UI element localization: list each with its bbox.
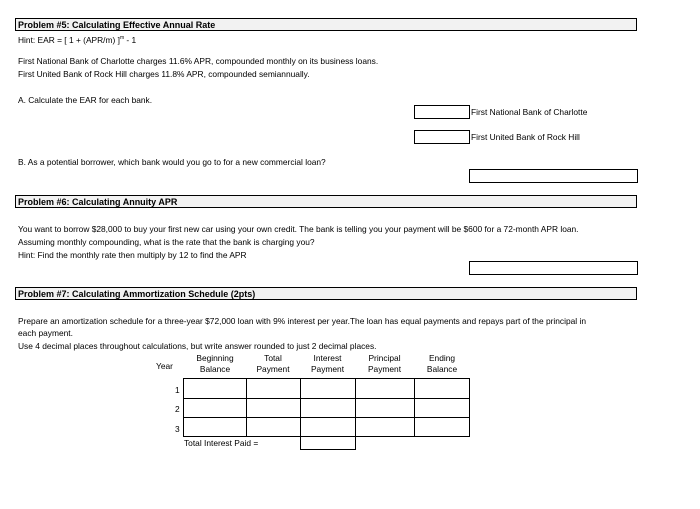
y3-beginning-balance-cell[interactable]: [183, 417, 247, 437]
y3-principal-payment-cell[interactable]: [355, 417, 415, 437]
hint-text: Hint: EAR = [ 1 + (APR/m) ]: [18, 35, 120, 45]
header-top: Principal: [368, 353, 401, 363]
problem-5-question-b: B. As a potential borrower, which bank would you go to for a new commercial loan?: [18, 157, 326, 167]
ear-bank1-answer-field[interactable]: [414, 105, 470, 119]
header-bottom: Payment: [256, 364, 290, 374]
header-top: Ending: [428, 353, 456, 363]
total-interest-label: Total Interest Paid =: [184, 438, 259, 448]
y3-ending-balance-cell[interactable]: [414, 417, 470, 437]
y1-beginning-balance-cell[interactable]: [183, 378, 247, 399]
apr-answer-field[interactable]: [469, 261, 638, 275]
y2-interest-payment-cell[interactable]: [300, 398, 356, 418]
ear-bank2-answer-field[interactable]: [414, 130, 470, 144]
problem-5-hint: [18, 35, 136, 45]
header-interest-payment: [300, 353, 355, 375]
problem-5-question-a: A. Calculate the EAR for each bank.: [18, 95, 153, 105]
bank-choice-answer-field[interactable]: [469, 169, 638, 183]
problem-5-title: Problem #5: Calculating Effective Annual Rate: [15, 18, 637, 31]
year-3-label: 3: [175, 424, 180, 434]
y3-total-payment-cell[interactable]: [246, 417, 301, 437]
problem-6-line-2: Assuming monthly compounding, what is the rate that the bank is charging you?: [18, 237, 315, 247]
problem-5-line-1: First National Bank of Charlotte charges 11.6% APR, compounded monthly on its business loans.: [18, 56, 379, 66]
header-principal-payment: [355, 353, 414, 375]
problem-6-hint: Hint: Find the monthly rate then multiply by 12 to find the APR: [18, 250, 247, 260]
y1-interest-payment-cell[interactable]: [300, 378, 356, 399]
y2-total-payment-cell[interactable]: [246, 398, 301, 418]
header-total-payment: [246, 353, 300, 375]
problem-6-title: Problem #6: Calculating Annuity APR: [15, 195, 637, 208]
header-top: Total: [264, 353, 282, 363]
header-bottom: Balance: [426, 364, 458, 374]
y1-ending-balance-cell[interactable]: [414, 378, 470, 399]
problem-7-line-3: Use 4 decimal places throughout calculations, but write answer rounded to just 2 decimal places.: [18, 341, 377, 351]
problem-7-line-2: each payment.: [18, 328, 73, 338]
year-1-label: 1: [175, 385, 180, 395]
header-bottom: Payment: [310, 364, 345, 374]
y3-interest-payment-cell[interactable]: [300, 417, 356, 437]
y1-total-payment-cell[interactable]: [246, 378, 301, 399]
year-header: Year: [156, 361, 173, 371]
hint-exponent: m: [119, 35, 125, 42]
problem-7-title: Problem #7: Calculating Ammortization Schedule (2pts): [15, 287, 637, 300]
bank1-label: First National Bank of Charlotte: [471, 107, 588, 117]
problem-7-line-1: Prepare an amortization schedule for a three-year $72,000 loan with 9% interest per year.The loan has equal payments and repays part of the principal in: [18, 316, 586, 326]
y2-beginning-balance-cell[interactable]: [183, 398, 247, 418]
hint-suffix: - 1: [124, 35, 137, 45]
problem-6-line-1: You want to borrow $28,000 to buy your first new car using your own credit. The bank is telling you your payment will be $600 for a 72-month APR loan.: [18, 224, 579, 234]
problem-5-line-2: First United Bank of Rock Hill charges 11.8% APR, compounded semiannually.: [18, 69, 310, 79]
year-2-label: 2: [175, 404, 180, 414]
header-top: Interest: [313, 353, 342, 363]
y1-principal-payment-cell[interactable]: [355, 378, 415, 399]
header-bottom: Balance: [199, 364, 231, 374]
header-bottom: Payment: [367, 364, 402, 374]
header-ending-balance: [414, 353, 470, 375]
header-top: Beginning: [196, 353, 234, 363]
y2-principal-payment-cell[interactable]: [355, 398, 415, 418]
y2-ending-balance-cell[interactable]: [414, 398, 470, 418]
total-interest-answer-field[interactable]: [300, 436, 356, 450]
header-beginning-balance: [184, 353, 246, 375]
bank2-label: First United Bank of Rock Hill: [471, 132, 580, 142]
